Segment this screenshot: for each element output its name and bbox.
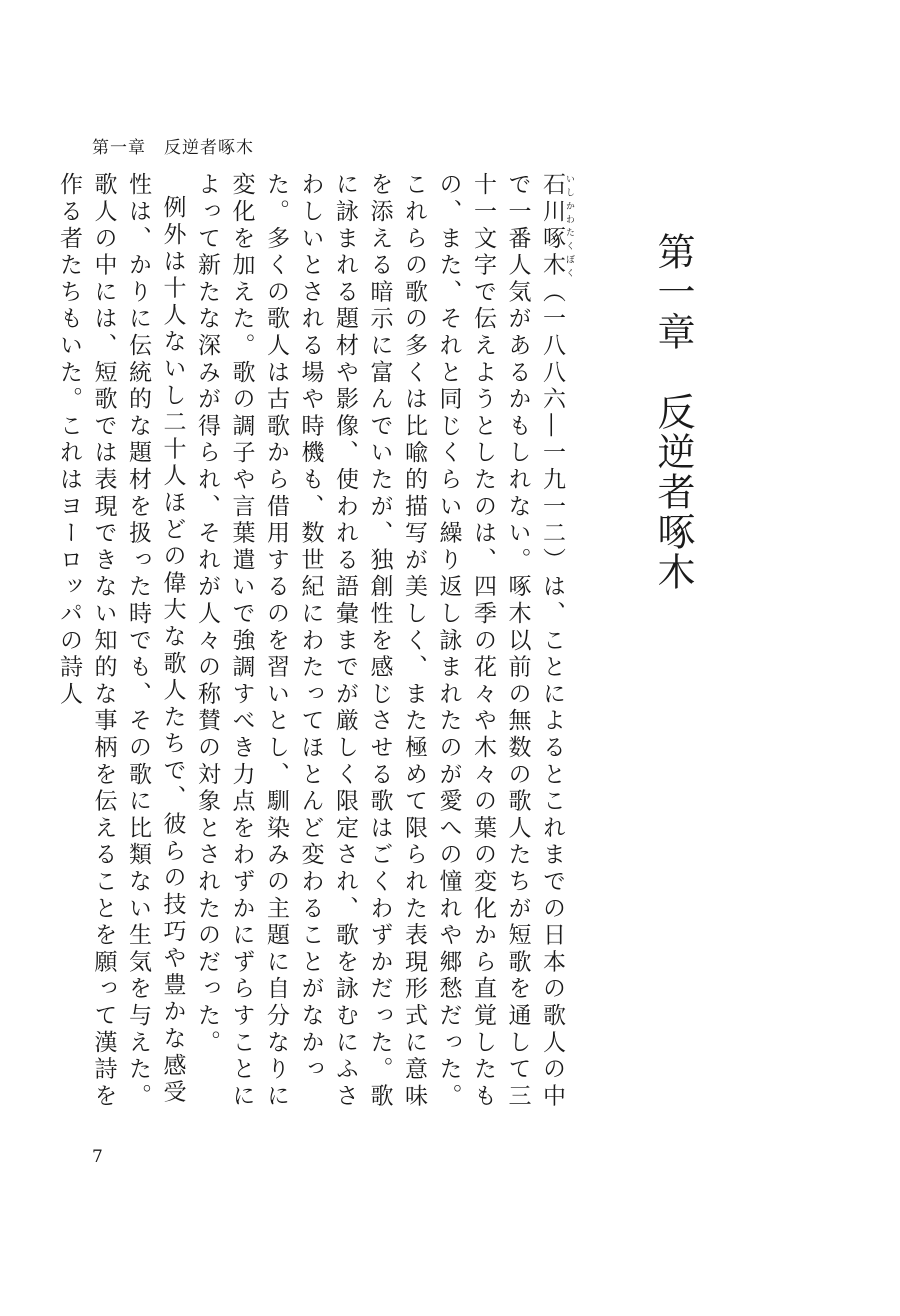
name-ruby-base: 石川啄木 bbox=[539, 172, 565, 280]
name-ruby bbox=[539, 172, 574, 280]
page-number: 7 bbox=[92, 1147, 103, 1167]
paragraph-1-text: （一八八六―一九一二）は、ことによるとこれまでの日本の歌人の中で一番人気があるかもしれない。啄木以前の無数の歌人たちが短歌を通して三十一文字で伝えようとしたのは、四季の花々や木々の葉の変化から直覚したもの、また、それと同じくらい繰り返し詠まれたのが愛への憧れや郷愁だった。これらの歌の多くは比喩的描写が美しく、また極めて限られた表現形式に意味を添える暗示に富んでいたが、独創性を感じさせる歌はごくわずかだった。歌に詠まれる題材や影像、使われる語彙までが厳しく限定され、歌を詠むにふさわしいとされる場や時機も、数世紀にわたってほとんど変わることがなかった。多くの歌人は古歌から借用するのを習いとし、馴染みの主題に自分なりに変化を加えた。歌の調子や言葉遣いで強調すべき力点をわずかにずらすことによって新たな深みが得られ、それが人々の称賛の対象とされたのだった。 bbox=[194, 172, 565, 1111]
name-ruby-reading: いしかわたくぼく bbox=[564, 172, 574, 280]
running-head: 第一章 反逆者啄木 bbox=[92, 138, 254, 158]
paragraph-2: 例外は十人ないし二十人ほどの偉大な歌人たちで、彼らの技巧や豊かな感受性は、かりに伝統的な題材を扱った時でも、その歌に比類ない生気を与えた。歌人の中には、短歌では表現できない知的な事柄を伝えることを願って漢詩を作る者たちもいた。これはヨーロッパの詩人 bbox=[56, 172, 186, 1110]
chapter-title: 第一章 反逆者啄木 bbox=[651, 232, 695, 592]
paragraph-1 bbox=[190, 172, 575, 1122]
body-text bbox=[56, 172, 574, 1122]
